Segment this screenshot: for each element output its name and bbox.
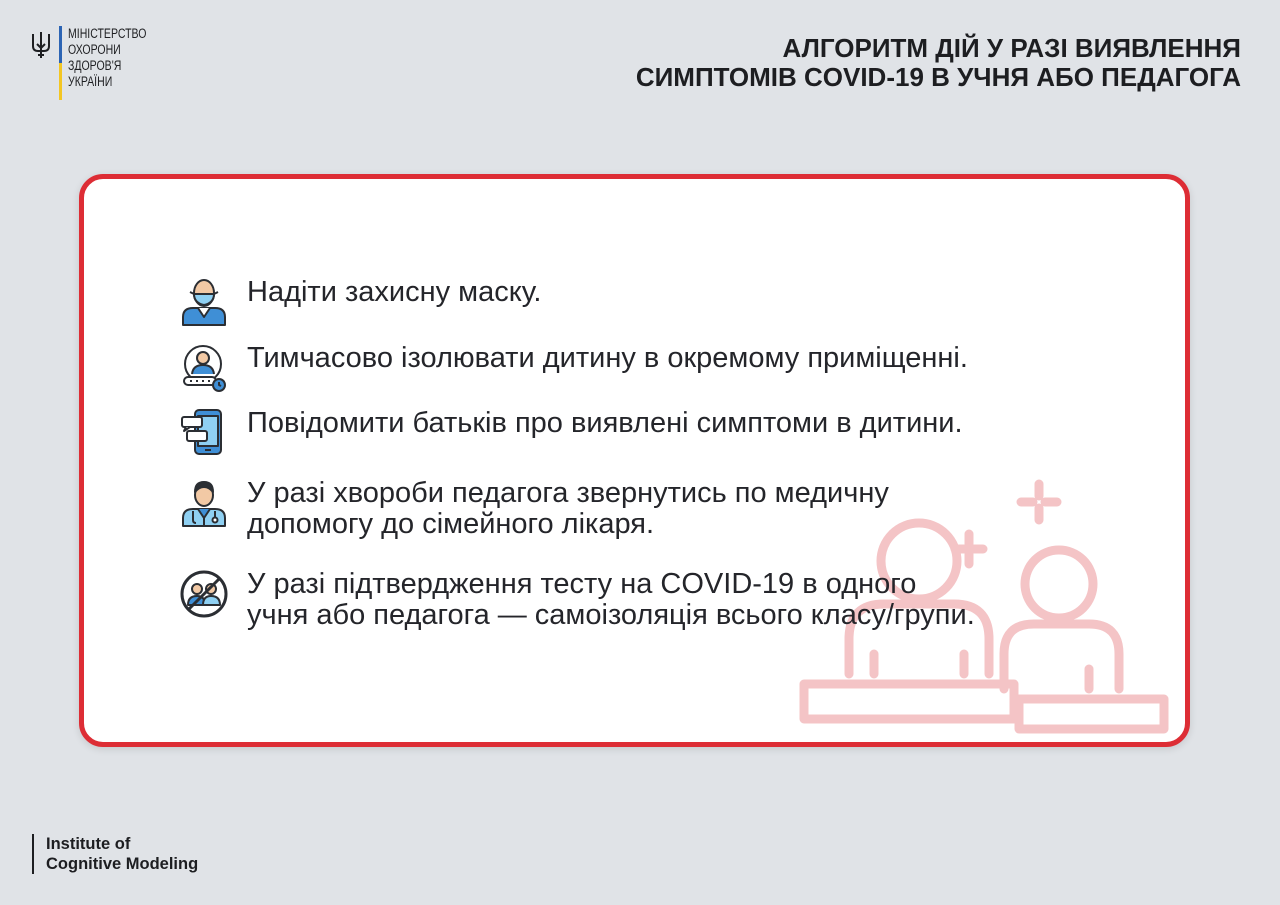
title-line: СИМПТОМІВ COVID-19 В УЧНЯ АБО ПЕДАГОГА (635, 62, 1241, 92)
ministry-logo (30, 26, 169, 100)
flag-bar (59, 26, 62, 100)
isolation-icon (179, 343, 229, 393)
ministry-line: УКРАЇНИ (68, 74, 113, 89)
step-line: допомогу до сімейного лікаря. (247, 508, 655, 540)
step-line: Надіти захисну маску. (247, 276, 542, 308)
institute-line: Cognitive Modeling (46, 855, 199, 873)
ministry-line: МІНІСТЕРСТВО (68, 26, 147, 41)
institute-line: Institute of (46, 835, 131, 853)
step-mask (179, 277, 541, 327)
step-text (247, 277, 541, 308)
trident-icon (30, 30, 52, 60)
step-text (247, 569, 975, 631)
step-line: Повідомити батьків про виявлені симптоми в дитини. (247, 407, 963, 439)
institute-logo (32, 834, 198, 874)
step-text (247, 478, 889, 540)
no-group-icon (179, 569, 229, 619)
step-line: У разі хвороби педагога звернутись по медичну (247, 477, 889, 509)
step-notify-parents (179, 408, 963, 458)
step-teacher-illness (179, 478, 889, 540)
step-line: Тимчасово ізолювати дитину в окремому приміщенні. (247, 342, 968, 374)
ministry-line: ЗДОРОВ'Я (68, 58, 122, 73)
title-line: АЛГОРИТМ ДІЙ У РАЗІ ВИЯВЛЕННЯ (782, 33, 1241, 63)
doctor-icon (179, 478, 229, 528)
page-title (636, 34, 1241, 92)
step-line: учня або педагога — самоізоляція всього класу/групи. (247, 599, 975, 631)
ministry-line: ОХОРОНИ (68, 42, 121, 57)
step-isolation (179, 343, 968, 393)
masked-person-icon (179, 277, 229, 327)
step-line: У разі підтвердження тесту на COVID-19 в одного (247, 568, 917, 600)
step-text (247, 343, 968, 374)
ministry-name (68, 26, 146, 90)
phone-message-icon (179, 408, 229, 458)
step-class-isolation (179, 569, 975, 631)
step-text (247, 408, 963, 439)
algorithm-card (79, 174, 1190, 747)
